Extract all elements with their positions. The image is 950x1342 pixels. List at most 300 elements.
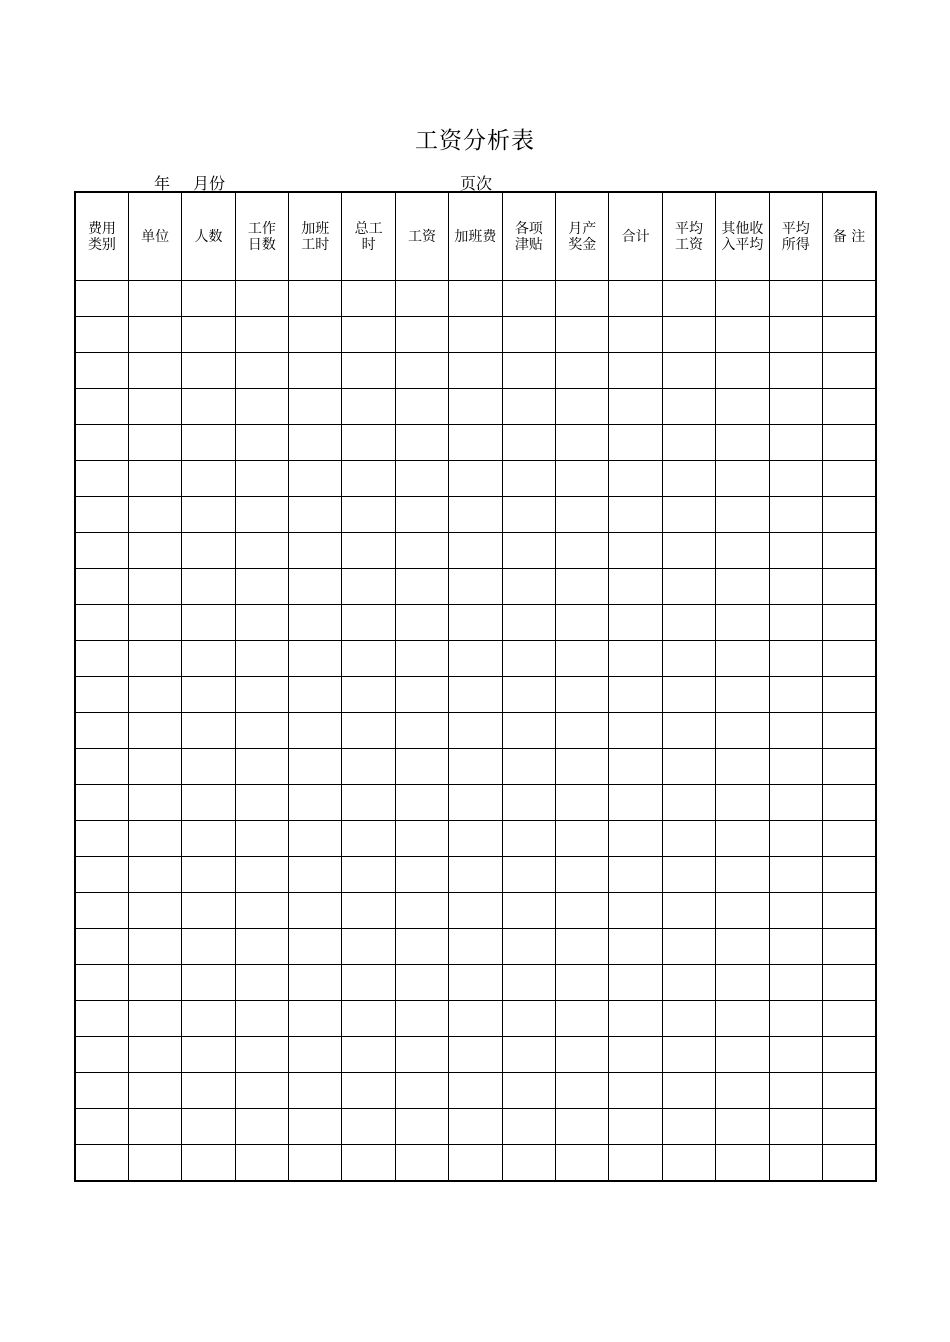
- table-row: [75, 1145, 876, 1182]
- table-cell: [395, 317, 448, 353]
- table-cell: [235, 749, 288, 785]
- table-cell: [342, 317, 395, 353]
- table-cell: [182, 893, 235, 929]
- table-cell: [128, 497, 181, 533]
- table-cell: [449, 569, 502, 605]
- table-cell: [128, 533, 181, 569]
- table-cell: [449, 281, 502, 317]
- table-cell: [822, 605, 876, 641]
- table-cell: [556, 785, 609, 821]
- table-cell: [395, 353, 448, 389]
- table-cell: [609, 497, 662, 533]
- table-cell: [395, 533, 448, 569]
- column-header-text: 入平均: [721, 236, 764, 253]
- table-cell: [822, 425, 876, 461]
- table-cell: [822, 569, 876, 605]
- table-cell: [556, 461, 609, 497]
- table-cell: [128, 857, 181, 893]
- table-cell: [342, 1109, 395, 1145]
- salary-analysis-table: [74, 191, 877, 1182]
- column-header-text: 费用: [87, 220, 116, 237]
- table-cell: [395, 1037, 448, 1073]
- table-cell: [289, 425, 342, 461]
- table-cell: [395, 1001, 448, 1037]
- table-cell: [449, 893, 502, 929]
- table-cell: [769, 821, 822, 857]
- table-cell: [769, 1145, 822, 1182]
- table-cell: [182, 677, 235, 713]
- table-cell: [182, 281, 235, 317]
- table-cell: [342, 713, 395, 749]
- table-cell: [449, 317, 502, 353]
- table-cell: [716, 857, 769, 893]
- table-cell: [556, 749, 609, 785]
- table-cell: [449, 1109, 502, 1145]
- table-cell: [662, 677, 715, 713]
- page-title: 工资分析表: [415, 128, 535, 154]
- table-cell: [502, 497, 555, 533]
- table-cell: [182, 389, 235, 425]
- table-cell: [289, 1109, 342, 1145]
- table-cell: [128, 281, 181, 317]
- table-cell: [75, 1073, 128, 1109]
- table-cell: [182, 929, 235, 965]
- column-header-text: 加班: [301, 220, 330, 237]
- table-cell: [502, 281, 555, 317]
- table-row: [75, 461, 876, 497]
- table-cell: [502, 1073, 555, 1109]
- table-cell: [662, 641, 715, 677]
- table-cell: [502, 533, 555, 569]
- table-cell: [182, 1001, 235, 1037]
- table-cell: [769, 713, 822, 749]
- column-header-text: 总工: [354, 220, 383, 237]
- table-cell: [716, 425, 769, 461]
- table-cell: [395, 893, 448, 929]
- table-cell: [289, 857, 342, 893]
- table-cell: [502, 317, 555, 353]
- table-cell: [235, 353, 288, 389]
- table-cell: [662, 785, 715, 821]
- table-row: [75, 713, 876, 749]
- column-header-text: 类别: [87, 236, 116, 253]
- table-cell: [235, 1001, 288, 1037]
- table-cell: [822, 1073, 876, 1109]
- table-cell: [182, 353, 235, 389]
- table-cell: [128, 713, 181, 749]
- table-cell: [128, 569, 181, 605]
- table-cell: [609, 461, 662, 497]
- table-row: [75, 785, 876, 821]
- table-cell: [769, 641, 822, 677]
- table-cell: [235, 1073, 288, 1109]
- table-cell: [342, 749, 395, 785]
- table-cell: [289, 497, 342, 533]
- table-cell: [182, 605, 235, 641]
- table-cell: [128, 965, 181, 1001]
- table-cell: [822, 533, 876, 569]
- table-row: [75, 677, 876, 713]
- table-cell: [449, 821, 502, 857]
- table-cell: [502, 929, 555, 965]
- table-cell: [342, 605, 395, 641]
- table-cell: [395, 569, 448, 605]
- table-cell: [609, 1037, 662, 1073]
- column-header: [342, 192, 395, 281]
- table-cell: [128, 785, 181, 821]
- table-cell: [449, 749, 502, 785]
- table-cell: [716, 965, 769, 1001]
- column-header-text: 单位: [141, 228, 170, 245]
- table-cell: [182, 317, 235, 353]
- column-header: [662, 192, 715, 281]
- table-cell: [716, 317, 769, 353]
- table-row: [75, 1073, 876, 1109]
- table-cell: [289, 569, 342, 605]
- table-row: [75, 1037, 876, 1073]
- table-cell: [128, 893, 181, 929]
- table-cell: [449, 353, 502, 389]
- table-cell: [609, 281, 662, 317]
- table-cell: [342, 929, 395, 965]
- table-cell: [822, 929, 876, 965]
- table-cell: [75, 317, 128, 353]
- table-cell: [235, 389, 288, 425]
- table-cell: [449, 1001, 502, 1037]
- table-cell: [609, 821, 662, 857]
- table-cell: [75, 749, 128, 785]
- table-cell: [449, 641, 502, 677]
- table-cell: [609, 965, 662, 1001]
- table-cell: [235, 821, 288, 857]
- table-cell: [662, 749, 715, 785]
- table-row: [75, 893, 876, 929]
- table-cell: [449, 1145, 502, 1182]
- table-cell: [75, 893, 128, 929]
- table-cell: [502, 857, 555, 893]
- table-cell: [182, 497, 235, 533]
- table-cell: [769, 857, 822, 893]
- table-cell: [289, 605, 342, 641]
- table-cell: [822, 641, 876, 677]
- table-cell: [662, 1073, 715, 1109]
- table-cell: [182, 713, 235, 749]
- table-cell: [289, 641, 342, 677]
- table-cell: [395, 785, 448, 821]
- table-cell: [289, 1037, 342, 1073]
- table-cell: [395, 389, 448, 425]
- table-cell: [75, 425, 128, 461]
- table-cell: [822, 281, 876, 317]
- table-cell: [716, 641, 769, 677]
- column-header-text: 所得: [781, 236, 810, 253]
- table-cell: [395, 281, 448, 317]
- table-cell: [662, 533, 715, 569]
- table-cell: [75, 497, 128, 533]
- table-cell: [449, 965, 502, 1001]
- table-cell: [235, 317, 288, 353]
- table-cell: [556, 929, 609, 965]
- table-cell: [289, 965, 342, 1001]
- table-cell: [716, 353, 769, 389]
- table-cell: [235, 677, 288, 713]
- table-cell: [75, 1109, 128, 1145]
- table-cell: [449, 713, 502, 749]
- table-cell: [822, 497, 876, 533]
- table-cell: [556, 641, 609, 677]
- column-header-text: 月产: [568, 220, 597, 237]
- table-cell: [822, 461, 876, 497]
- table-cell: [502, 461, 555, 497]
- table-cell: [128, 317, 181, 353]
- table-cell: [128, 461, 181, 497]
- table-cell: [182, 1037, 235, 1073]
- table-cell: [75, 857, 128, 893]
- table-row: [75, 1001, 876, 1037]
- table-cell: [235, 641, 288, 677]
- table-cell: [395, 821, 448, 857]
- table-cell: [716, 497, 769, 533]
- column-header-text: 合计: [621, 228, 650, 245]
- table-cell: [502, 641, 555, 677]
- table-cell: [449, 461, 502, 497]
- table-cell: [342, 497, 395, 533]
- table-cell: [395, 1145, 448, 1182]
- table-cell: [556, 1073, 609, 1109]
- table-row: [75, 821, 876, 857]
- table-cell: [716, 389, 769, 425]
- table-cell: [769, 461, 822, 497]
- column-header: [769, 192, 822, 281]
- table-cell: [128, 605, 181, 641]
- table-cell: [716, 1109, 769, 1145]
- table-cell: [342, 821, 395, 857]
- table-cell: [128, 749, 181, 785]
- table-cell: [75, 533, 128, 569]
- table-cell: [609, 353, 662, 389]
- table-cell: [449, 533, 502, 569]
- table-cell: [342, 281, 395, 317]
- table-cell: [235, 713, 288, 749]
- table-cell: [822, 1037, 876, 1073]
- table-cell: [128, 821, 181, 857]
- column-header-text: 日数: [247, 236, 276, 253]
- table-cell: [449, 425, 502, 461]
- table-cell: [395, 713, 448, 749]
- table-cell: [556, 1001, 609, 1037]
- table-cell: [769, 1001, 822, 1037]
- table-cell: [449, 785, 502, 821]
- table-cell: [342, 677, 395, 713]
- table-cell: [342, 857, 395, 893]
- table-cell: [502, 425, 555, 461]
- table-cell: [662, 605, 715, 641]
- table-row: [75, 929, 876, 965]
- table-cell: [822, 317, 876, 353]
- table-cell: [769, 533, 822, 569]
- table-cell: [235, 533, 288, 569]
- table-row: [75, 317, 876, 353]
- table-cell: [502, 893, 555, 929]
- column-header-text: 平均: [674, 220, 703, 237]
- table-cell: [556, 569, 609, 605]
- table-cell: [75, 713, 128, 749]
- table-row: [75, 569, 876, 605]
- table-cell: [822, 713, 876, 749]
- table-cell: [235, 785, 288, 821]
- table-cell: [289, 353, 342, 389]
- table-cell: [128, 677, 181, 713]
- table-cell: [609, 713, 662, 749]
- table-cell: [769, 785, 822, 821]
- table-cell: [235, 929, 288, 965]
- table-cell: [556, 821, 609, 857]
- table-cell: [556, 893, 609, 929]
- column-header-text: 工时: [301, 236, 330, 253]
- table-cell: [609, 389, 662, 425]
- table-cell: [609, 569, 662, 605]
- table-cell: [75, 1037, 128, 1073]
- table-cell: [449, 605, 502, 641]
- table-cell: [716, 677, 769, 713]
- table-cell: [182, 425, 235, 461]
- table-cell: [342, 965, 395, 1001]
- table-cell: [289, 317, 342, 353]
- table-cell: [235, 497, 288, 533]
- table-cell: [556, 353, 609, 389]
- table-cell: [769, 1109, 822, 1145]
- table-cell: [769, 353, 822, 389]
- table-row: [75, 389, 876, 425]
- table-cell: [342, 1145, 395, 1182]
- table-cell: [822, 821, 876, 857]
- table-cell: [449, 497, 502, 533]
- table-row: [75, 641, 876, 677]
- table-cell: [128, 1037, 181, 1073]
- column-header-text: 加班费: [454, 228, 497, 245]
- table-cell: [716, 281, 769, 317]
- table-cell: [342, 893, 395, 929]
- table-cell: [75, 641, 128, 677]
- table-cell: [716, 821, 769, 857]
- table-cell: [128, 929, 181, 965]
- table-row: [75, 1109, 876, 1145]
- table-cell: [502, 569, 555, 605]
- column-header: [235, 192, 288, 281]
- table-cell: [716, 461, 769, 497]
- column-header-text: 工作: [247, 220, 276, 237]
- table-cell: [502, 353, 555, 389]
- table-cell: [502, 713, 555, 749]
- table-cell: [289, 713, 342, 749]
- table-cell: [609, 677, 662, 713]
- table-cell: [502, 749, 555, 785]
- table-cell: [822, 353, 876, 389]
- table-cell: [395, 1109, 448, 1145]
- table-cell: [75, 785, 128, 821]
- table-cell: [716, 749, 769, 785]
- table-cell: [235, 281, 288, 317]
- table-cell: [822, 785, 876, 821]
- table-cell: [342, 461, 395, 497]
- table-cell: [75, 605, 128, 641]
- column-header-text: 人数: [194, 228, 223, 245]
- table-cell: [556, 857, 609, 893]
- table-cell: [342, 389, 395, 425]
- table-cell: [769, 317, 822, 353]
- table-cell: [662, 857, 715, 893]
- table-row: [75, 497, 876, 533]
- table-cell: [75, 929, 128, 965]
- table-cell: [289, 929, 342, 965]
- table-cell: [128, 641, 181, 677]
- table-cell: [289, 677, 342, 713]
- table-cell: [395, 749, 448, 785]
- table-cell: [716, 569, 769, 605]
- table-cell: [395, 929, 448, 965]
- table-cell: [449, 677, 502, 713]
- column-header-text: 时: [361, 236, 376, 253]
- table-cell: [289, 821, 342, 857]
- table-cell: [716, 893, 769, 929]
- table-cell: [342, 785, 395, 821]
- table-cell: [662, 965, 715, 1001]
- table-cell: [395, 425, 448, 461]
- column-header-text: 其他收: [721, 220, 764, 237]
- table-cell: [716, 713, 769, 749]
- table-cell: [716, 929, 769, 965]
- table-cell: [502, 1109, 555, 1145]
- table-cell: [449, 1037, 502, 1073]
- table-row: [75, 965, 876, 1001]
- table-cell: [289, 1001, 342, 1037]
- column-header-text: 奖金: [568, 236, 597, 253]
- table-cell: [662, 281, 715, 317]
- column-header: [449, 192, 502, 281]
- table-cell: [716, 1001, 769, 1037]
- table-cell: [662, 425, 715, 461]
- table-cell: [182, 965, 235, 1001]
- table-cell: [449, 389, 502, 425]
- table-cell: [662, 317, 715, 353]
- table-row: [75, 605, 876, 641]
- table-cell: [609, 533, 662, 569]
- table-cell: [235, 893, 288, 929]
- table-cell: [75, 1001, 128, 1037]
- table-cell: [662, 1109, 715, 1145]
- table-cell: [342, 569, 395, 605]
- table-cell: [662, 353, 715, 389]
- table-cell: [182, 749, 235, 785]
- table-cell: [182, 821, 235, 857]
- table-cell: [75, 1145, 128, 1182]
- column-header-text: 备 注: [832, 228, 866, 245]
- table-cell: [716, 1145, 769, 1182]
- table-cell: [182, 1073, 235, 1109]
- table-cell: [609, 1001, 662, 1037]
- table-body: [75, 281, 876, 1182]
- table-cell: [289, 749, 342, 785]
- table-cell: [395, 965, 448, 1001]
- table-cell: [609, 929, 662, 965]
- table-cell: [182, 857, 235, 893]
- table-cell: [502, 821, 555, 857]
- table-cell: [289, 1073, 342, 1109]
- table-cell: [235, 857, 288, 893]
- table-cell: [342, 425, 395, 461]
- table-cell: [662, 1145, 715, 1182]
- year-label: 年: [154, 174, 171, 193]
